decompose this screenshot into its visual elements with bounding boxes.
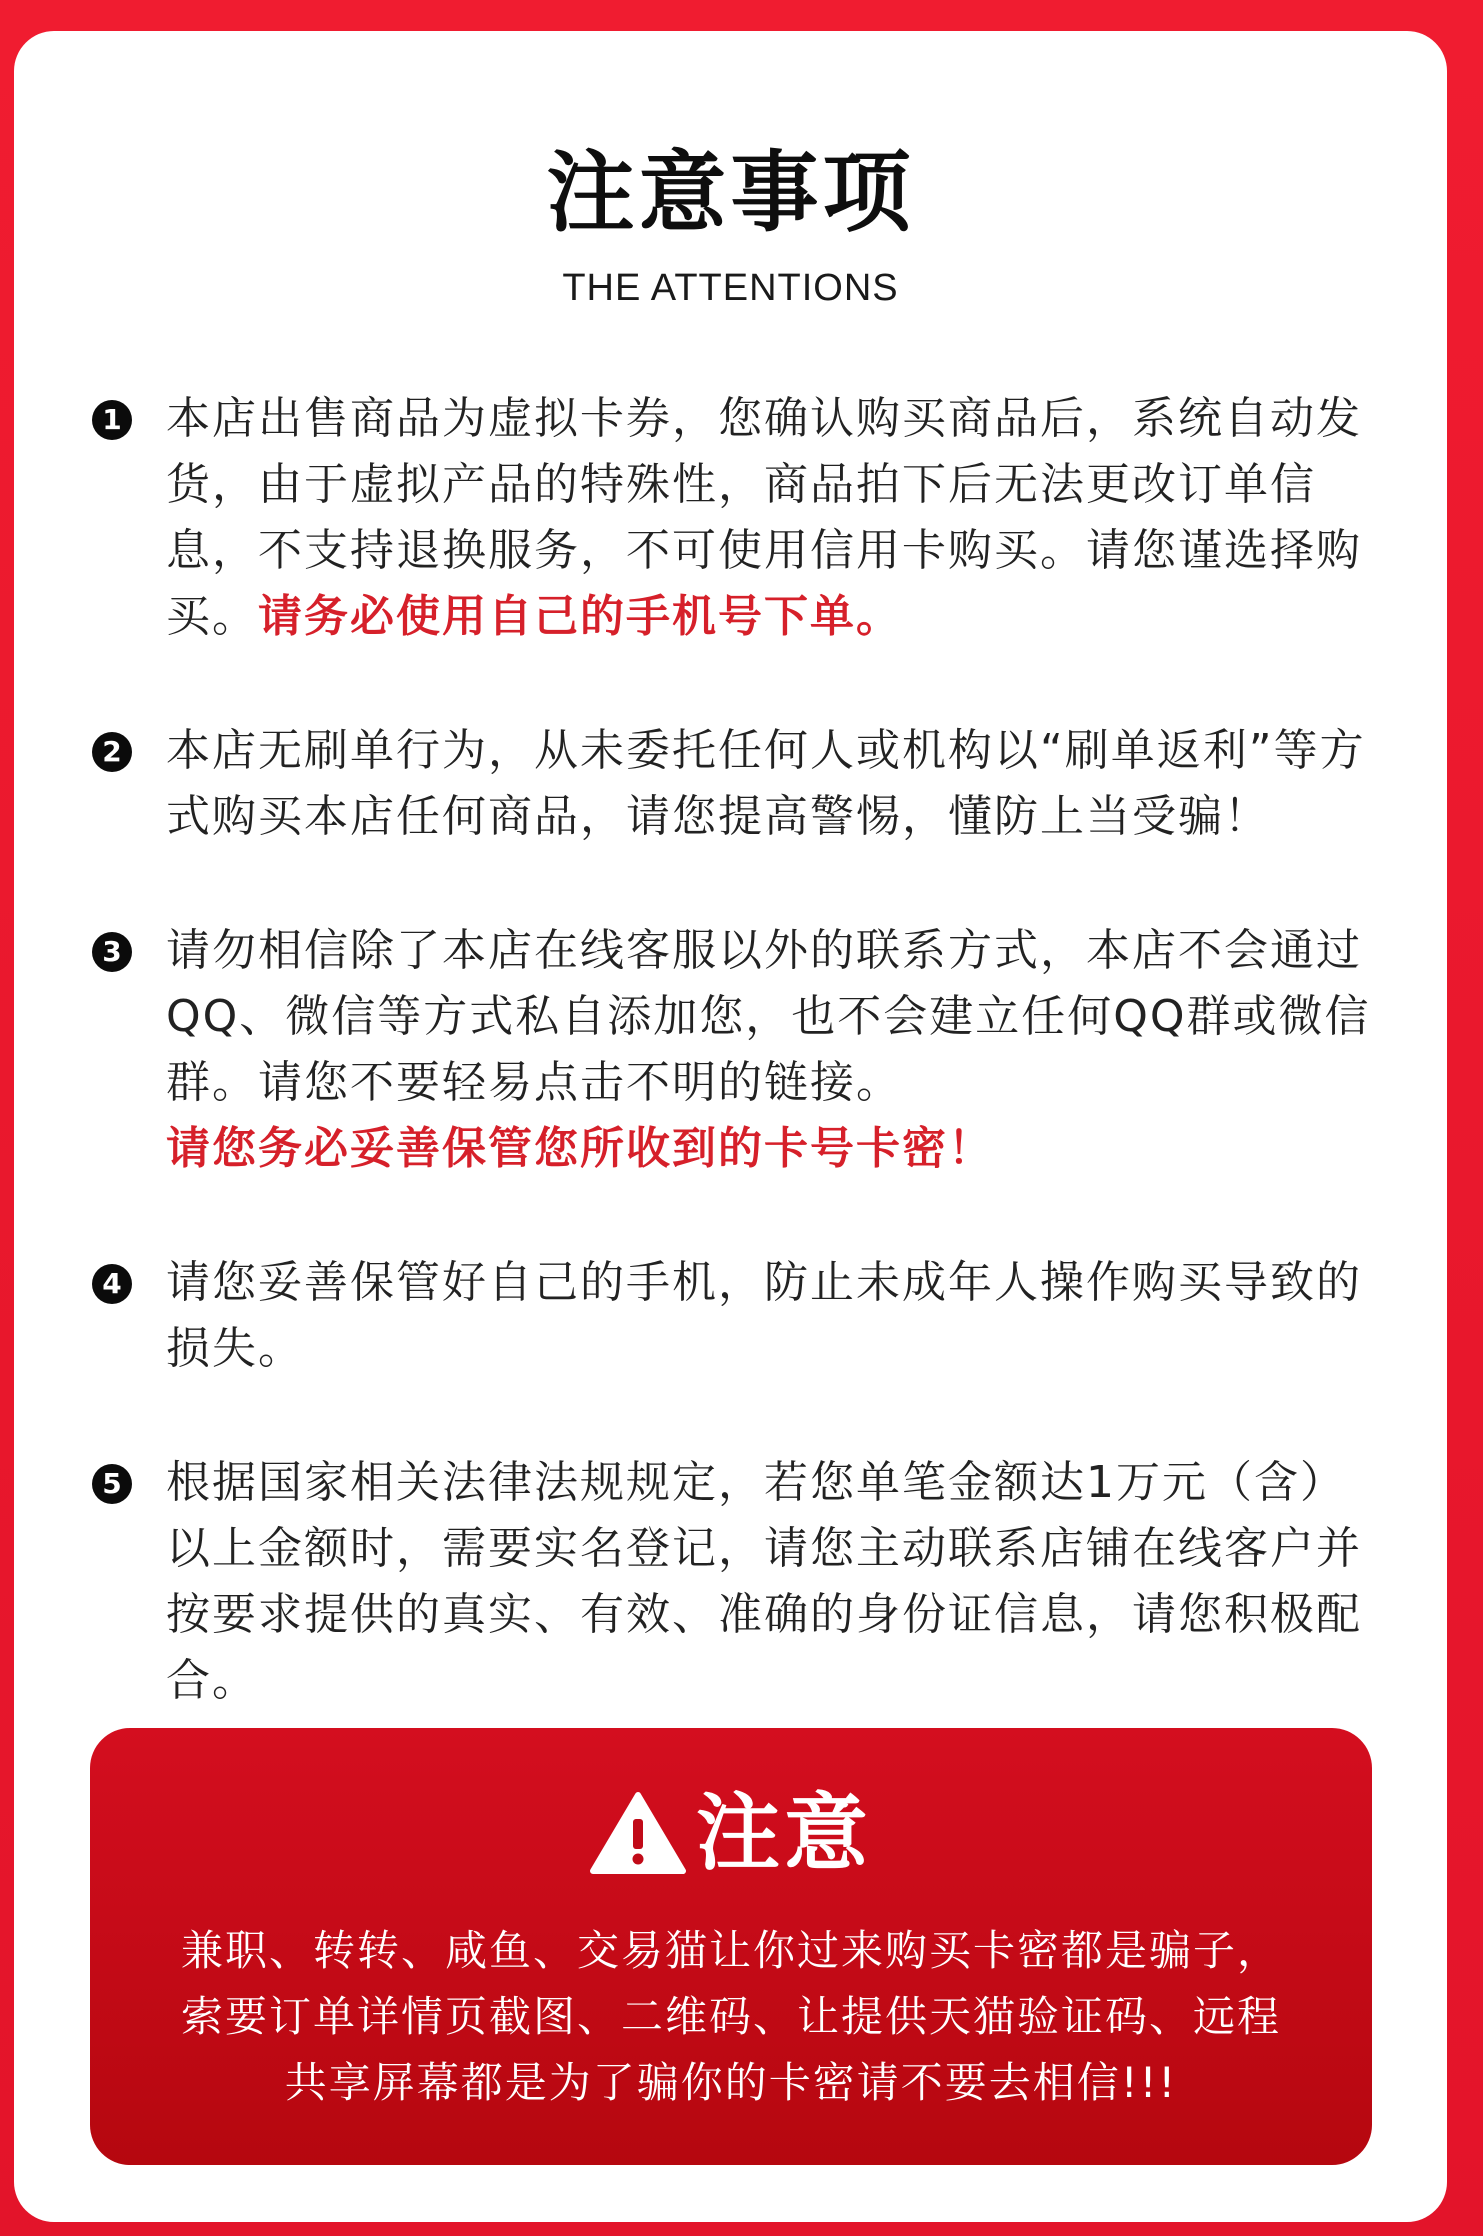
number-badge-3: 3: [92, 932, 132, 972]
warning-line-1: 兼职、转转、咸鱼、交易猫让你过来购买卡密都是骗子，: [180, 1926, 1281, 1975]
number-badge-1: 1: [92, 400, 132, 440]
page-subtitle: THE ATTENTIONS: [562, 267, 899, 309]
attention-highlight-1: 请务必使用自己的手机号下单。: [258, 591, 902, 642]
attention-text-2: 本店无刷单行为，从未委托任何人或机构以“刷单返利”等方式购买本店任何商品，请您提高警惕，懂防上当受骗！: [166, 725, 1366, 842]
attention-text-3: 请勿相信除了本店在线客服以外的联系方式，本店不会通过QQ、微信等方式私自添加您，也不会建立任何QQ群或微信群。请您不要轻易点击不明的链接。: [166, 925, 1371, 1108]
attention-text-5: 根据国家相关法律法规规定，若您单笔金额达1万元（含）以上金额时，需要实名登记，请您主动联系店铺在线客户并按要求提供的真实、有效、准确的身份证信息，请您积极配合。: [166, 1457, 1362, 1706]
warning-line-3: 共享屏幕都是为了骗你的卡密请不要去相信!!!: [284, 2058, 1178, 2107]
attention-item-2: [88, 718, 1388, 850]
attention-list: [88, 386, 1388, 1782]
number-badge-4: 4: [92, 1264, 132, 1304]
attention-highlight-3: 请您务必妥善保管您所收到的卡号卡密！: [166, 1123, 994, 1174]
warning-title: 注意: [695, 1784, 872, 1882]
warning-triangle-icon: [590, 1791, 686, 1875]
attention-item-1: [88, 386, 1388, 650]
number-badge-2: 2: [92, 732, 132, 772]
attention-item-5: [88, 1450, 1388, 1714]
attention-text-4: 请您妥善保管好自己的手机，防止未成年人操作购买导致的损失。: [166, 1257, 1362, 1374]
warning-header: [90, 1783, 1372, 1883]
attention-card: [14, 31, 1447, 2222]
number-badge-5: 5: [92, 1464, 132, 1504]
warning-box: [90, 1728, 1372, 2165]
attention-text-1: 本店出售商品为虚拟卡券，您确认购买商品后，系统自动发货，由于虚拟产品的特殊性，商品拍下后无法更改订单信息，不支持退换服务，不可使用信用卡购买。请您谨选择购买。: [166, 393, 1362, 642]
warning-text: [130, 1918, 1332, 2116]
attention-item-4: [88, 1250, 1388, 1382]
attention-item-3: [88, 918, 1388, 1182]
warning-line-2: 索要订单详情页截图、二维码、让提供天猫验证码、远程: [180, 1992, 1281, 2041]
page-title: 注意事项: [546, 141, 915, 244]
